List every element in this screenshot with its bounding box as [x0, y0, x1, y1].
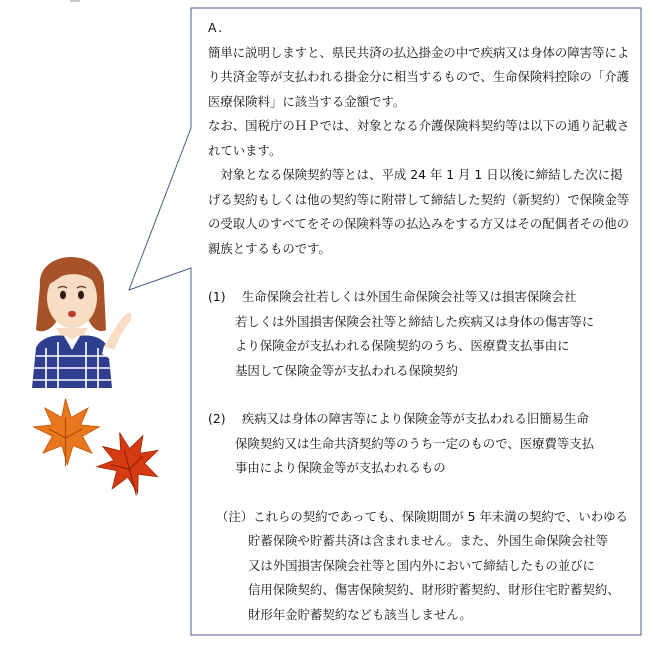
footnote-first-line: （注）これらの契約であっても、保険期間が 5 年未満の契約で、いわゆる — [216, 508, 628, 524]
list-item-line: 事由により保険金等が支払われるもの — [235, 460, 446, 475]
footnote-line: 信用保険契約、傷害保険契約、財形貯蓄契約、財形住宅貯蓄契約、 — [248, 582, 620, 597]
footnote-line: 貯蓄保険や貯蓄共済は含まれません。また、外国生命保険会社等 — [248, 533, 609, 548]
list-item-line: 基因して保険金等が支払われる保険契約 — [235, 362, 459, 378]
list-item-line: より保険金が支払われる保険契約のうち、医療費支払事由に — [235, 338, 570, 353]
footnote-line: 又は外国損害保険会社等と国内外において締結したもの並びに — [248, 557, 595, 573]
answer-label: A. — [208, 20, 225, 35]
list-item-line: 若しくは外国損害保険会社等と締結した疾病又は身体の傷害等に — [235, 313, 595, 329]
footnote — [208, 505, 633, 628]
list-item — [208, 407, 633, 481]
nta-note-paragraph: なお、国税庁のＨＰでは、対象となる介護保険料契約等は以下の通り記載されています。 — [208, 118, 630, 158]
list-item-line: 保険契約又は生命共済契約等のうち一定のもので、医療費等支払 — [235, 435, 595, 451]
answer-paragraph: 簡単に説明しますと、県民共済の払込掛金の中で疾病又は身体の障害等により共済金等が支払われる掛金分に相当するもので、生命保険料控除の「介護医療保険料」に該当する金額です。 — [208, 44, 630, 109]
list-item-first-line: (2) 疾病又は身体の障害等により保険金等が支払われる旧簡易生命 — [208, 411, 589, 426]
maple-leaf-icon — [92, 428, 164, 500]
answer-content — [208, 16, 633, 627]
definition-paragraph: 対象となる保険契約等とは、平成 24 年 1 月 1 日以後に締結した次に掲げる契約もしくは他の契約等に附帯して締結した契約（新契約）で保険金等の受取人のすべてをその保険料等の払込みをする方又はその配偶者その他の親族とするものです。 — [208, 167, 630, 256]
list-item-first-line: (1) 生命保険会社若しくは外国生命保険会社等又は損害保険会社 — [208, 289, 577, 304]
footnote-line: 財形年金貯蓄契約なども該当しません。 — [248, 606, 472, 622]
list-item — [208, 285, 633, 383]
avatar — [18, 238, 133, 388]
